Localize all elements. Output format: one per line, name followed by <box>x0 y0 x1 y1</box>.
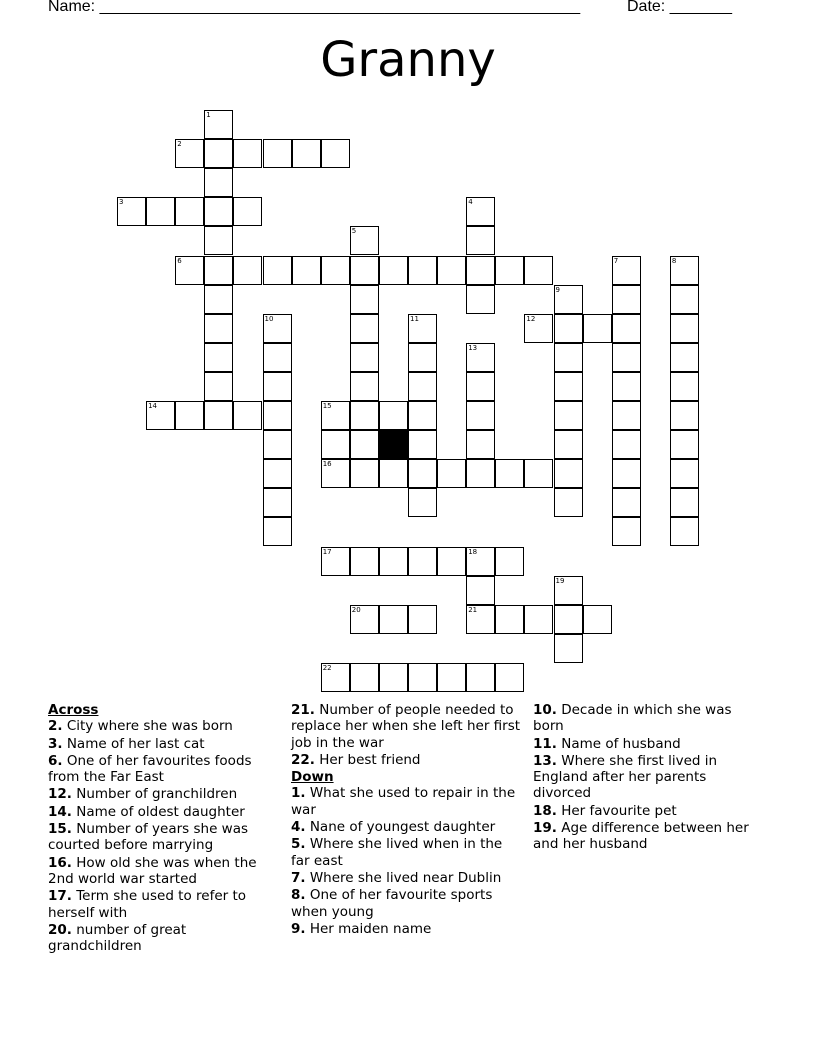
clue-down-10: 10. Decade in which she was born <box>533 702 732 735</box>
grid-cell[interactable] <box>554 576 583 605</box>
grid-cell[interactable] <box>495 663 524 692</box>
grid-cell[interactable] <box>583 605 612 634</box>
grid-cell[interactable] <box>466 401 495 430</box>
grid-cell[interactable] <box>350 314 379 343</box>
clue-number: 17 <box>322 547 332 556</box>
clue-number: 11 <box>410 314 419 323</box>
grid-cell[interactable] <box>263 488 292 517</box>
grid-cell[interactable] <box>263 343 292 372</box>
grid-cell[interactable] <box>524 605 553 634</box>
grid-cell[interactable] <box>554 314 583 343</box>
grid-cell[interactable] <box>350 663 379 692</box>
grid-cell[interactable] <box>670 256 699 285</box>
clue-down-11: 11. Name of husband <box>533 735 681 752</box>
grid-cell[interactable] <box>233 139 262 168</box>
grid-cell[interactable] <box>408 372 437 401</box>
across-heading: Across <box>48 702 99 718</box>
clue-across-12: 12. Number of granchildren <box>48 786 238 803</box>
grid-cell[interactable] <box>524 256 553 285</box>
grid-cell[interactable] <box>321 459 350 488</box>
name-field[interactable]: Name: ______________________________________________________ <box>48 0 581 15</box>
grid-cell[interactable] <box>554 372 583 401</box>
grid-cell[interactable] <box>670 459 699 488</box>
grid-cell[interactable] <box>263 401 292 430</box>
grid-cell[interactable] <box>554 634 583 663</box>
grid-cell[interactable] <box>233 401 262 430</box>
clue-number: 20 <box>351 605 361 614</box>
clue-number: 16 <box>322 460 332 469</box>
grid-cell[interactable] <box>612 314 641 343</box>
grid-cell[interactable] <box>204 401 233 430</box>
grid-cell[interactable] <box>670 488 699 517</box>
grid-cell[interactable] <box>408 401 437 430</box>
grid-cell[interactable] <box>554 401 583 430</box>
grid-cell[interactable] <box>408 459 437 488</box>
grid-cell[interactable] <box>350 372 379 401</box>
grid-cell[interactable] <box>263 139 292 168</box>
clue-across-14: 14. Name of oldest daughter <box>48 803 245 820</box>
grid-cell[interactable] <box>554 459 583 488</box>
clue-number: 13 <box>468 343 478 352</box>
clue-down-19: 19. Age difference between her and her husband <box>533 820 749 853</box>
clue-across-6: 6. One of her favourites foods from the Far East <box>48 752 252 786</box>
grid-cell[interactable] <box>437 663 466 692</box>
grid-cell[interactable] <box>408 256 437 285</box>
grid-cell[interactable] <box>263 256 292 285</box>
grid-cell[interactable] <box>524 314 553 343</box>
clue-across-21: 21. Number of people needed to replace her when she left her first job in the war <box>291 702 521 751</box>
grid-cell[interactable] <box>583 314 612 343</box>
clue-number: 21 <box>468 605 478 614</box>
grid-cell[interactable] <box>612 256 641 285</box>
grid-cell[interactable] <box>670 430 699 459</box>
grid-cell[interactable] <box>495 605 524 634</box>
grid-cell[interactable] <box>612 372 641 401</box>
clue-down-1: 1. What she used to repair in the war <box>291 785 516 818</box>
grid-cell[interactable] <box>350 285 379 314</box>
grid-cell[interactable] <box>437 256 466 285</box>
grid-cell[interactable] <box>670 314 699 343</box>
grid-cell[interactable] <box>408 605 437 634</box>
grid-cell[interactable] <box>350 605 379 634</box>
grid-cell[interactable] <box>554 430 583 459</box>
grid-cell[interactable] <box>350 430 379 459</box>
grid-cell[interactable] <box>233 197 262 226</box>
clues-column-2 <box>291 702 521 938</box>
grid-cell[interactable] <box>612 459 641 488</box>
grid-cell[interactable] <box>408 663 437 692</box>
grid-cell[interactable] <box>146 197 175 226</box>
grid-cell[interactable] <box>466 547 495 576</box>
clue-down-18: 18. Her favourite pet <box>533 802 677 819</box>
grid-cell[interactable] <box>670 372 699 401</box>
grid-cell[interactable] <box>204 110 233 139</box>
grid-cell[interactable] <box>204 226 233 255</box>
grid-cell[interactable] <box>524 459 553 488</box>
grid-cell[interactable] <box>379 605 408 634</box>
grid-cell[interactable] <box>466 285 495 314</box>
grid-cell[interactable] <box>263 517 292 546</box>
clue-across-2: 2. City where she was born <box>48 718 233 735</box>
grid-cell[interactable] <box>175 197 204 226</box>
grid-cell[interactable] <box>466 459 495 488</box>
grid-cell[interactable] <box>495 547 524 576</box>
clue-number: 4 <box>468 198 473 207</box>
grid-cell[interactable] <box>554 285 583 314</box>
clue-down-7: 7. Where she lived near Dublin <box>291 869 502 886</box>
grid-cell[interactable] <box>350 343 379 372</box>
clue-number: 19 <box>555 576 565 585</box>
grid-cell[interactable] <box>204 343 233 372</box>
clue-across-3: 3. Name of her last cat <box>48 735 205 752</box>
grid-cell[interactable] <box>321 256 350 285</box>
grid-cell[interactable] <box>263 372 292 401</box>
grid-cell[interactable] <box>350 547 379 576</box>
grid-cell[interactable] <box>670 285 699 314</box>
grid-cell[interactable] <box>466 372 495 401</box>
grid-cell[interactable] <box>495 256 524 285</box>
grid-cell[interactable] <box>408 343 437 372</box>
clue-number: 3 <box>119 198 124 207</box>
grid-cell[interactable] <box>350 256 379 285</box>
clue-across-15: 15. Number of years she was courted before marrying <box>48 821 249 854</box>
grid-cell[interactable] <box>612 430 641 459</box>
grid-cell[interactable] <box>466 430 495 459</box>
clue-number: 6 <box>177 256 182 265</box>
clue-down-4: 4. Nane of youngest daughter <box>291 819 496 836</box>
clue-down-9: 9. Her maiden name <box>291 920 432 937</box>
clue-number: 5 <box>351 227 357 236</box>
grid-cell[interactable] <box>263 459 292 488</box>
clue-down-5: 5. Where she lived when in the far east <box>291 836 503 869</box>
clue-number: 1 <box>206 111 211 119</box>
grid-cell[interactable] <box>670 517 699 546</box>
grid-cell[interactable] <box>204 256 233 285</box>
grid-cell[interactable] <box>670 343 699 372</box>
grid-cell[interactable] <box>292 139 321 168</box>
clue-down-13: 13. Where she first lived in England after her parents divorced <box>533 752 718 802</box>
grid-cell[interactable] <box>321 663 350 692</box>
grid-cell[interactable] <box>379 256 408 285</box>
clues-column-3 <box>533 702 763 854</box>
clue-number: 22 <box>322 663 332 672</box>
grid-cell[interactable] <box>204 285 233 314</box>
clue-across-22: 22. Her best friend <box>291 751 421 768</box>
grid-cell[interactable] <box>495 459 524 488</box>
grid-cell[interactable] <box>554 605 583 634</box>
grid-cell[interactable] <box>233 256 262 285</box>
grid-cell[interactable] <box>321 139 350 168</box>
clue-across-17: 17. Term she used to refer to herself with <box>48 888 247 921</box>
clue-number: 10 <box>264 314 274 323</box>
grid-block <box>379 430 408 459</box>
clue-number: 9 <box>555 285 560 294</box>
grid-cell[interactable] <box>466 663 495 692</box>
grid-cell[interactable] <box>204 168 233 197</box>
page-title: Granny <box>320 32 496 88</box>
grid-cell[interactable] <box>175 401 204 430</box>
grid-cell[interactable] <box>466 576 495 605</box>
grid-cell[interactable] <box>379 401 408 430</box>
grid-cell[interactable] <box>350 459 379 488</box>
grid-cell[interactable] <box>321 430 350 459</box>
grid-cell[interactable] <box>670 401 699 430</box>
grid-cell[interactable] <box>175 139 204 168</box>
grid-cell[interactable] <box>612 517 641 546</box>
clue-number: 2 <box>177 140 182 149</box>
clue-number: 8 <box>671 256 677 265</box>
clues-column-1 <box>48 702 278 955</box>
clue-number: 7 <box>613 256 619 265</box>
grid-cell[interactable] <box>379 663 408 692</box>
grid-cell[interactable] <box>146 401 175 430</box>
grid-cell[interactable] <box>408 314 437 343</box>
grid-cell[interactable] <box>612 401 641 430</box>
grid-cell[interactable] <box>263 430 292 459</box>
grid-cell[interactable] <box>554 343 583 372</box>
grid-cell[interactable] <box>204 139 233 168</box>
grid-cell[interactable] <box>437 459 466 488</box>
grid-cell[interactable] <box>350 226 379 255</box>
grid-cell[interactable] <box>408 547 437 576</box>
grid-cell[interactable] <box>554 488 583 517</box>
down-heading: Down <box>291 769 334 786</box>
clue-down-8: 8. One of her favourite sports when young <box>291 887 493 920</box>
grid-cell[interactable] <box>350 401 379 430</box>
grid-cell[interactable] <box>321 547 350 576</box>
grid-cell[interactable] <box>175 256 204 285</box>
clue-number: 12 <box>526 314 536 323</box>
grid-cell[interactable] <box>466 605 495 634</box>
clue-across-16: 16. How old she was when the 2nd world war started <box>48 854 257 887</box>
grid-cell[interactable] <box>612 343 641 372</box>
clue-number: 15 <box>322 402 332 410</box>
clue-across-20: 20. number of great grandchildren <box>48 921 187 955</box>
clue-number: 18 <box>468 547 478 556</box>
date-field[interactable]: Date: _______ <box>627 0 732 15</box>
grid-cell[interactable] <box>204 372 233 401</box>
grid-cell[interactable] <box>408 430 437 459</box>
grid-cell[interactable] <box>379 547 408 576</box>
grid-cell[interactable] <box>612 488 641 517</box>
grid-cell[interactable] <box>612 285 641 314</box>
grid-cell[interactable] <box>466 226 495 255</box>
grid-cell[interactable] <box>379 459 408 488</box>
grid-cell[interactable] <box>466 343 495 372</box>
grid-cell[interactable] <box>204 197 233 226</box>
clue-number: 14 <box>148 402 158 410</box>
grid-cell[interactable] <box>204 314 233 343</box>
grid-cell[interactable] <box>321 401 350 430</box>
grid-cell[interactable] <box>408 488 437 517</box>
grid-cell[interactable] <box>437 547 466 576</box>
grid-cell[interactable] <box>466 256 495 285</box>
grid-cell[interactable] <box>263 314 292 343</box>
grid-cell[interactable] <box>117 197 146 226</box>
grid-cell[interactable] <box>292 256 321 285</box>
grid-cell[interactable] <box>466 197 495 226</box>
